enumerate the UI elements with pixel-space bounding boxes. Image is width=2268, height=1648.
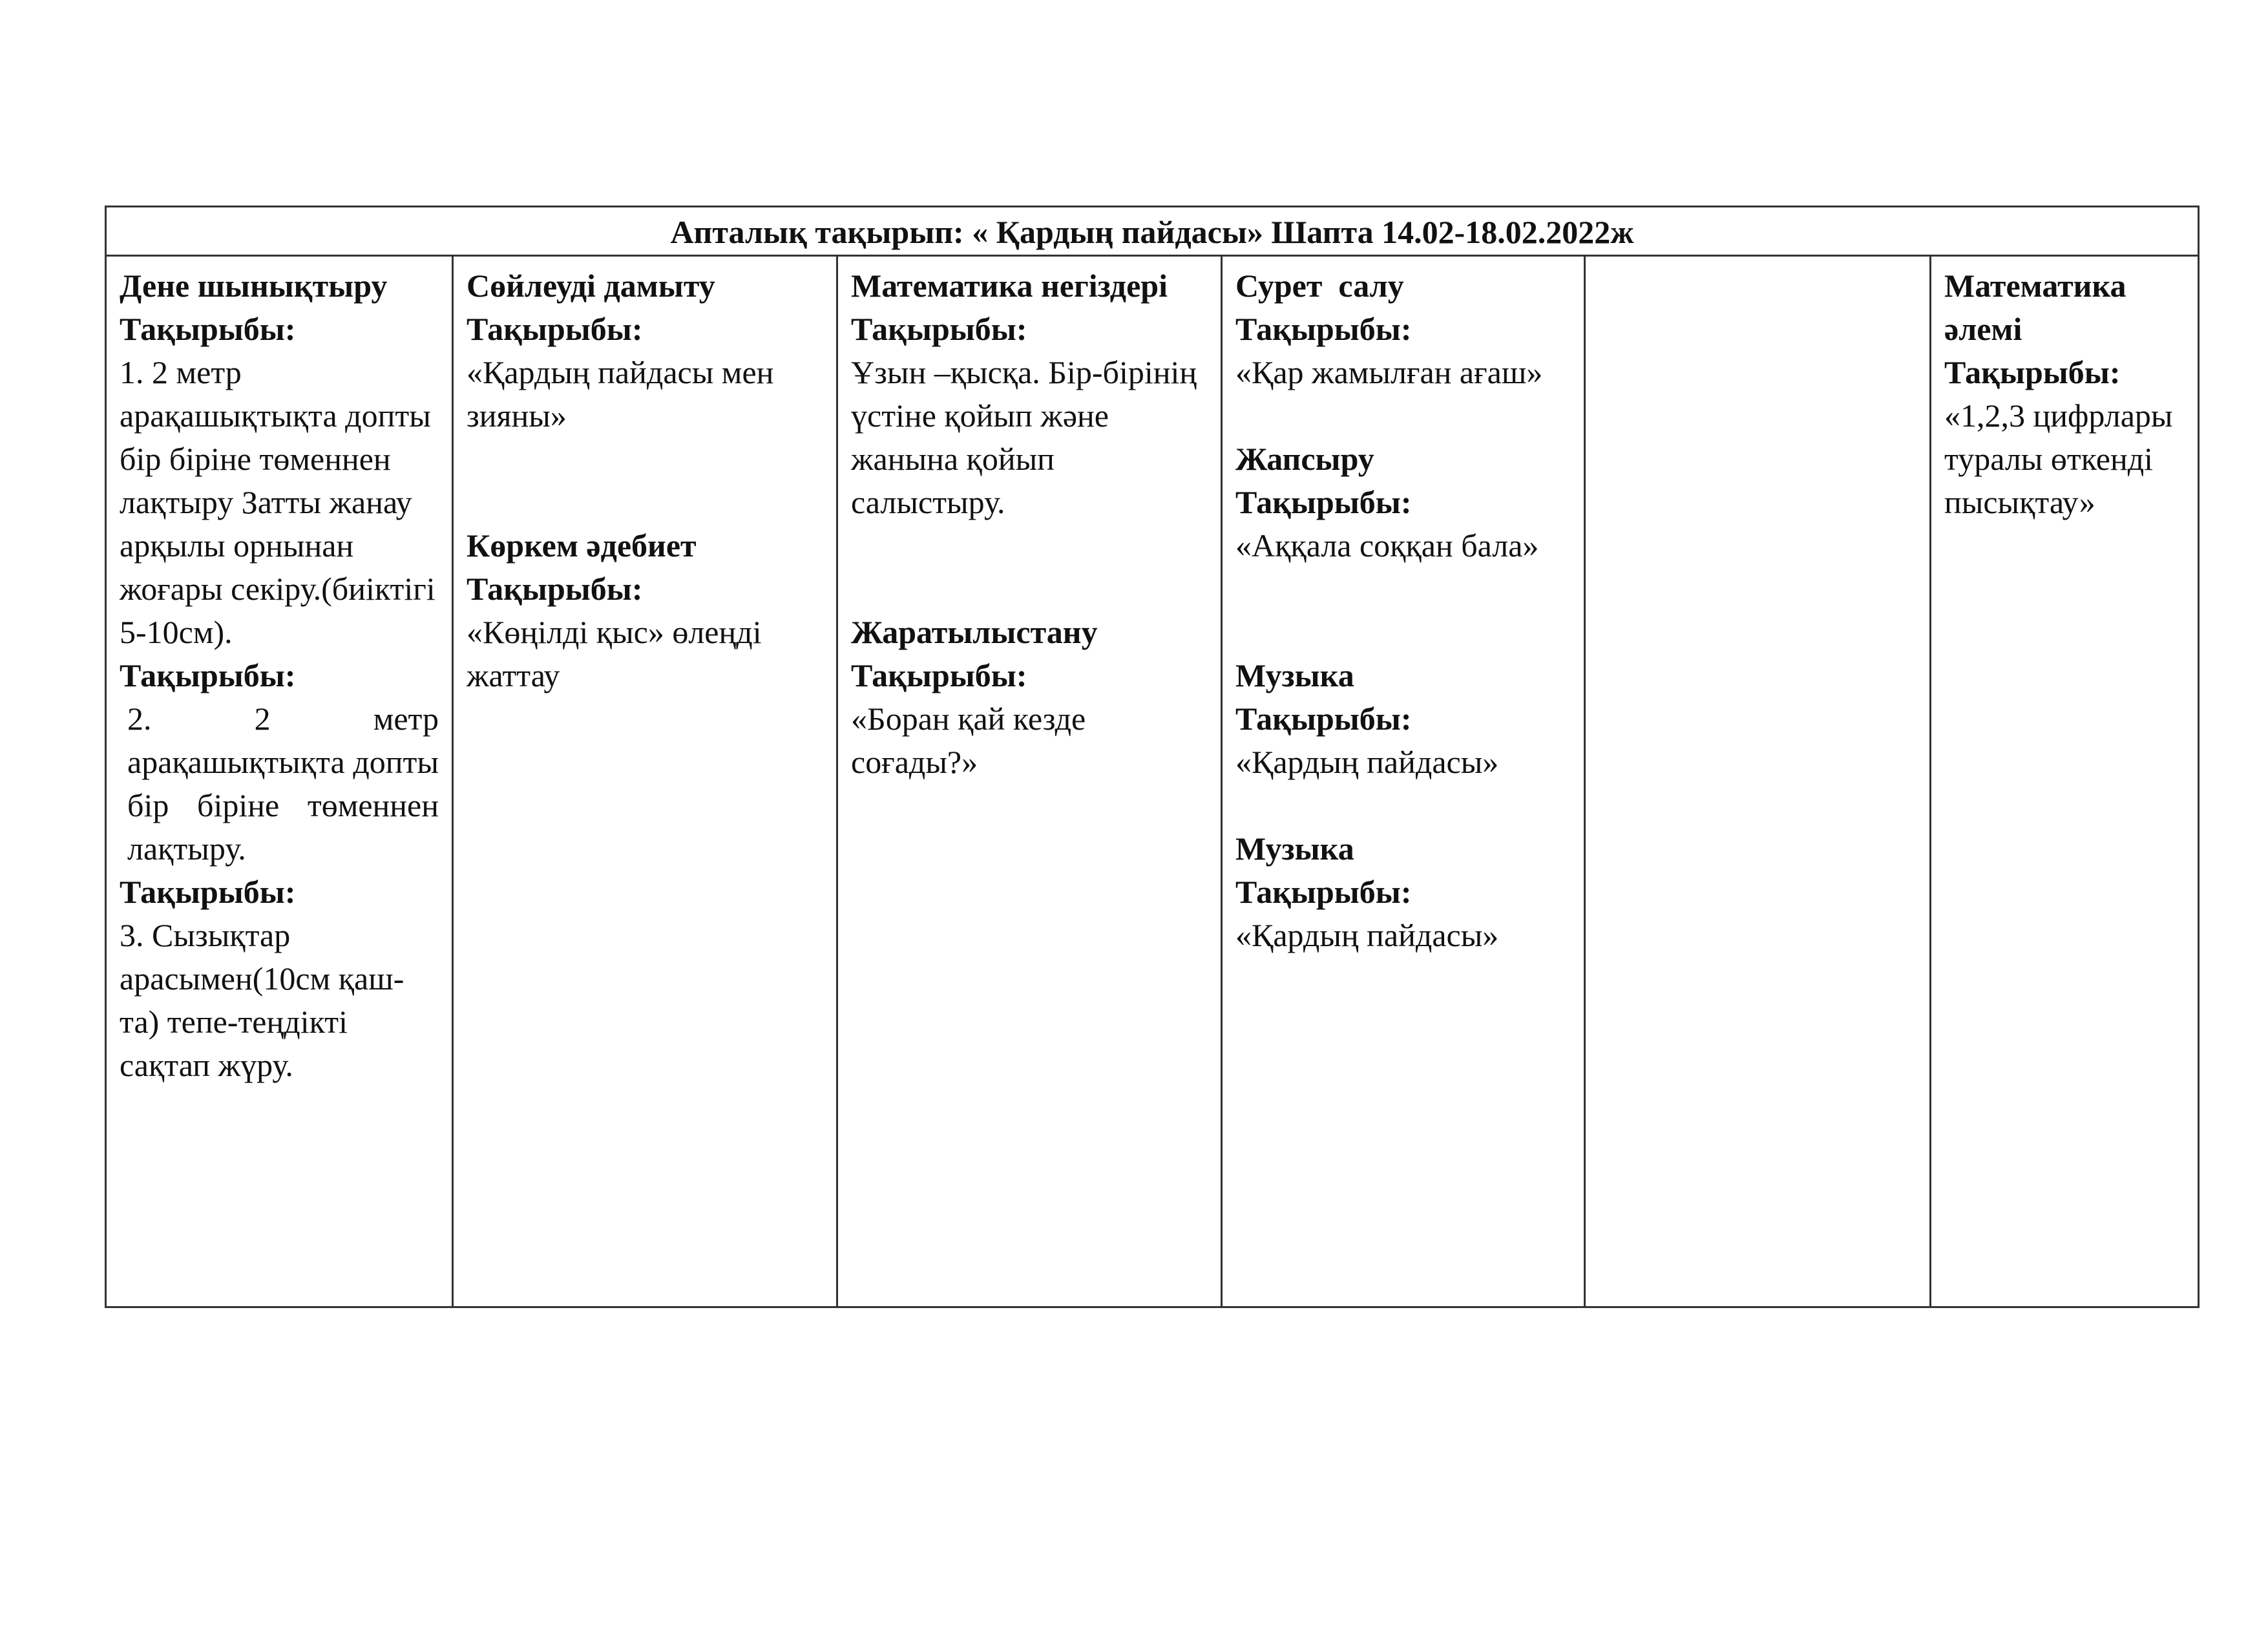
topic-label: Тақырыбы: xyxy=(851,657,1027,693)
topic-label: Тақырыбы: xyxy=(1235,311,1412,347)
spacer xyxy=(1235,567,1571,611)
subject-title: Музыка xyxy=(1235,830,1354,867)
column-speech-development xyxy=(454,257,838,1306)
weekly-schedule-table xyxy=(105,206,2200,1308)
column-math-basics xyxy=(838,257,1223,1306)
topic-text: «Қар жамылған ағаш» xyxy=(1235,354,1543,390)
topic-text: «1,2,3 цифрлары туралы өткенді пысықтау» xyxy=(1944,397,2173,520)
topic-label: Тақырыбы: xyxy=(1235,484,1412,520)
topic-text: 1. 2 метр арақашықтықта допты бір біріне төменнен лақтыру Затты жанау арқылы орнынан жоғары секіру.(биіктігі 5-10см). xyxy=(120,354,436,650)
topic-label: Тақырыбы: xyxy=(851,311,1027,347)
topic-text: «Аққала соққан бала» xyxy=(1235,527,1539,564)
topic-text: «Қардың пайдасы мен зияны» xyxy=(467,354,774,434)
topic-text: 3. Сызықтар арасымен(10см қаш-та) тепе-теңдікті сақтап жүру. xyxy=(120,917,404,1083)
subject-title: Музыка xyxy=(1235,657,1354,693)
topic-label: Тақырыбы: xyxy=(1235,701,1412,737)
topic-text: «Боран қай кезде соғады?» xyxy=(851,701,1086,780)
subject-title: Дене шынықтыру xyxy=(120,268,388,304)
column-physical-education xyxy=(107,257,454,1306)
topic-label: Тақырыбы: xyxy=(120,657,296,693)
topic-text: Ұзын –қысқа. Бір-бірінің үстіне қойып және жанына қойып салыстыру. xyxy=(851,354,1197,520)
spacer xyxy=(851,524,1208,611)
topic-label: Тақырыбы: xyxy=(467,311,643,347)
spacer xyxy=(1235,611,1571,654)
topic-text: «Қардың пайдасы» xyxy=(1235,744,1499,780)
subject-title: Жаратылыстану xyxy=(851,614,1098,650)
subject-title: Көркем әдебиет xyxy=(467,527,697,564)
topic-label: Тақырыбы: xyxy=(1944,354,2121,390)
column-empty xyxy=(1586,257,1931,1306)
topic-label: Тақырыбы: xyxy=(467,571,643,607)
column-math-world xyxy=(1931,257,2198,1306)
spacer xyxy=(1235,394,1571,438)
subject-title: Математика негіздері xyxy=(851,268,1168,304)
column-art xyxy=(1223,257,1586,1306)
topic-label: Тақырыбы: xyxy=(120,311,296,347)
topic-text: арақашықтықта допты бір біріне төменнен лақтыру. xyxy=(127,744,439,867)
subject-title: Математика әлемі xyxy=(1944,268,2126,347)
topic-label: Тақырыбы: xyxy=(120,874,296,910)
subject-title: Сөйлеуді дамыту xyxy=(467,268,715,304)
topic-text: «Көңілді қыс» өлеңді жаттау xyxy=(467,614,762,693)
spacer xyxy=(467,438,823,524)
topic-text: 2. 2 метр xyxy=(127,701,439,737)
weekly-theme-title: Апталық тақырып: « Қардың пайдасы» Шапта 14.02-18.02.2022ж xyxy=(107,207,2198,257)
subject-title: Сурет салу xyxy=(1235,268,1404,304)
topic-label: Тақырыбы: xyxy=(1235,874,1412,910)
topic-text: «Қардың пайдасы» xyxy=(1235,917,1499,953)
spacer xyxy=(1235,784,1571,827)
subject-title: Жапсыру xyxy=(1235,441,1374,477)
